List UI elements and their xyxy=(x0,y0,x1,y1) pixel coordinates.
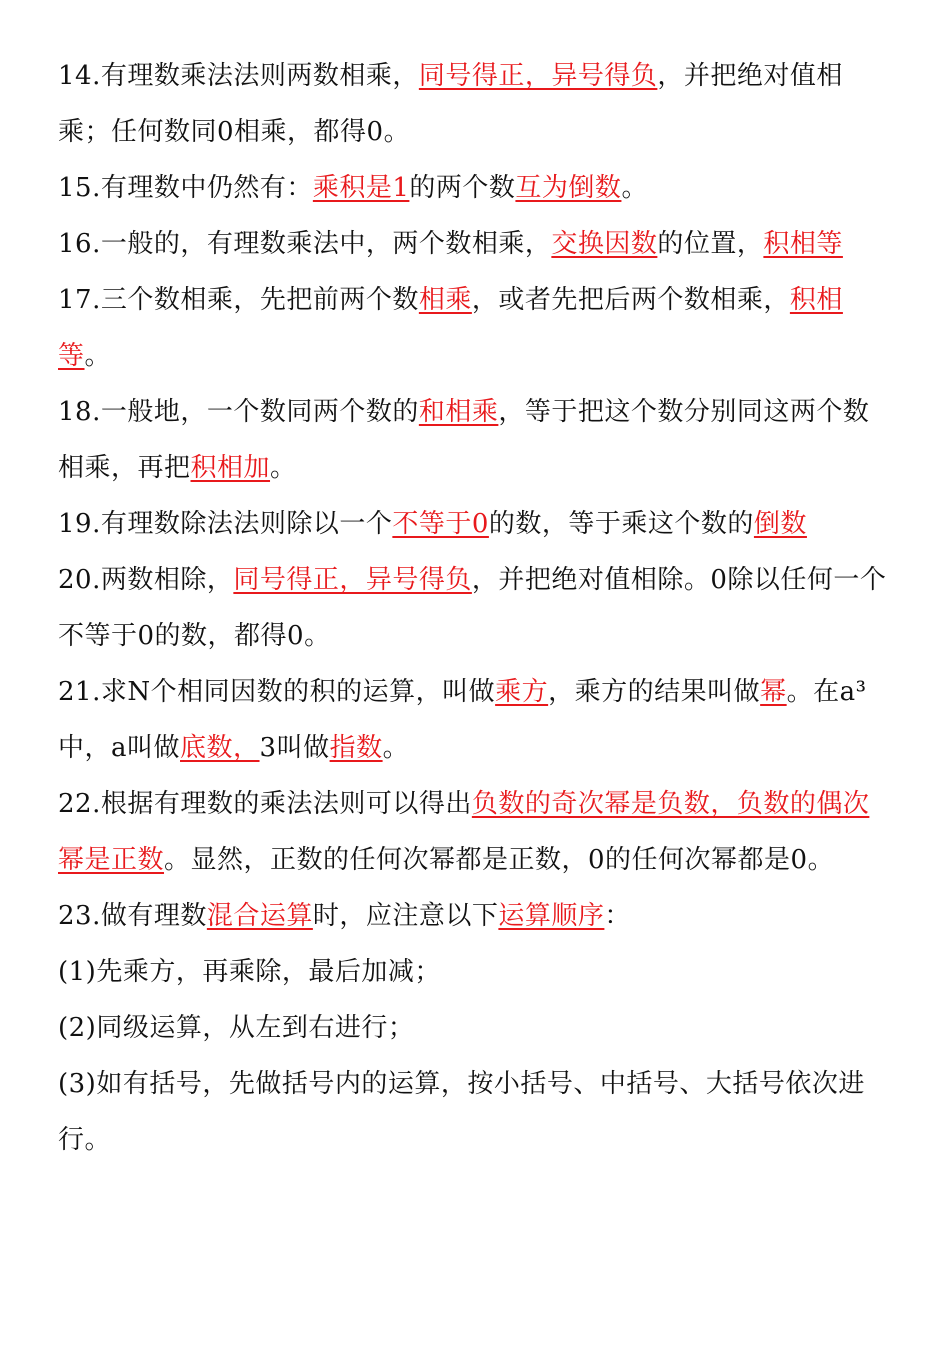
answer-blank: 运算顺序 xyxy=(498,901,605,931)
answer-blank: 和相乘 xyxy=(418,397,499,427)
text-segment: 19.有理数除法法则除以一个 xyxy=(58,509,393,539)
text-segment: ，或者先把后两个数相乘， xyxy=(471,285,790,315)
text-segment: 的位置， xyxy=(657,229,764,259)
answer-blank: 互为倒数 xyxy=(515,173,622,203)
text-segment: 15.有理数中仍然有： xyxy=(58,173,313,203)
text-segment: 。 xyxy=(270,453,297,483)
paragraph-item-23-1 xyxy=(58,944,892,1000)
text-segment: 21.求N个相同因数的积的运算，叫做 xyxy=(58,677,496,707)
answer-blank: 相乘 xyxy=(418,285,472,315)
paragraph-item-19 xyxy=(58,496,892,552)
answer-blank: 混合运算 xyxy=(206,901,313,931)
text-segment: 。 xyxy=(382,733,410,763)
answer-blank: 积相等 xyxy=(58,285,843,371)
answer-blank: 指数 xyxy=(329,733,383,763)
paragraph-item-15 xyxy=(58,160,892,216)
text-segment: ，并把绝对值相乘；任何数同0相乘，都得0。 xyxy=(58,61,843,147)
paragraph-item-16 xyxy=(58,216,892,272)
text-segment: 23.做有理数 xyxy=(58,901,207,931)
answer-blank: 乘积是1 xyxy=(312,173,410,203)
text-segment: ，等于把这个数分别同这两个数相乘，再把 xyxy=(58,397,870,483)
text-segment: (3)如有括号，先做括号内的运算，按小括号、中括号、大括号依次进行。 xyxy=(58,1069,865,1155)
notes-content xyxy=(58,48,892,1168)
answer-blank: 不等于0 xyxy=(392,509,489,539)
text-segment: (1)先乘方，再乘除，最后加减； xyxy=(58,957,441,987)
text-segment: 17.三个数相乘，先把前两个数 xyxy=(58,285,419,315)
paragraph-item-18 xyxy=(58,384,892,496)
answer-blank: 底数， xyxy=(180,733,260,763)
answer-blank: 同号得正，异号得负 xyxy=(418,61,658,91)
answer-blank: 幂 xyxy=(760,677,787,707)
text-segment: 22.根据有理数的乘法法则可以得出 xyxy=(58,789,472,819)
text-segment: ： xyxy=(604,901,631,931)
paragraph-item-20 xyxy=(58,552,892,664)
text-segment: 。 xyxy=(84,341,112,371)
text-segment: ，并把绝对值相除。0除以任何一个不等于0的数，都得0。 xyxy=(58,565,887,651)
paragraph-item-17 xyxy=(58,272,892,384)
paragraph-item-14 xyxy=(58,48,892,160)
paragraph-item-23-2 xyxy=(58,1000,892,1056)
text-segment: (2)同级运算，从左到右进行； xyxy=(58,1013,415,1043)
text-segment: 14.有理数乘法法则两数相乘， xyxy=(58,61,419,91)
answer-blank: 倒数 xyxy=(753,509,807,539)
answer-blank: 积相加 xyxy=(190,453,271,483)
text-segment: 。在a³中，a叫做 xyxy=(58,677,867,763)
answer-blank: 乘方 xyxy=(495,677,549,707)
answer-blank: 同号得正，异号得负 xyxy=(233,565,472,595)
text-segment: ，乘方的结果叫做 xyxy=(548,677,761,707)
text-segment: 16.一般的，有理数乘法中，两个数相乘， xyxy=(58,229,552,259)
paragraph-item-22 xyxy=(58,776,892,888)
text-segment: 。显然，正数的任何次幂都是正数，0的任何次幂都是0。 xyxy=(164,845,835,875)
answer-blank: 交换因数 xyxy=(551,229,658,259)
text-segment: 20.两数相除， xyxy=(58,565,234,595)
text-segment: 。 xyxy=(621,173,648,203)
paragraph-item-21 xyxy=(58,664,892,776)
paragraph-item-23-3 xyxy=(58,1056,892,1168)
paragraph-item-23 xyxy=(58,888,892,944)
answer-blank: 负数的奇次幂是负数，负数的偶次幂是正数 xyxy=(58,789,870,875)
text-segment: 的数，等于乘这个数的 xyxy=(488,509,754,539)
text-segment: 18.一般地，一个数同两个数的 xyxy=(58,397,419,427)
text-segment: 时，应注意以下 xyxy=(312,901,499,931)
answer-blank: 积相等 xyxy=(763,229,843,259)
text-segment: 3叫做 xyxy=(259,733,330,763)
text-segment: 的两个数 xyxy=(409,173,516,203)
